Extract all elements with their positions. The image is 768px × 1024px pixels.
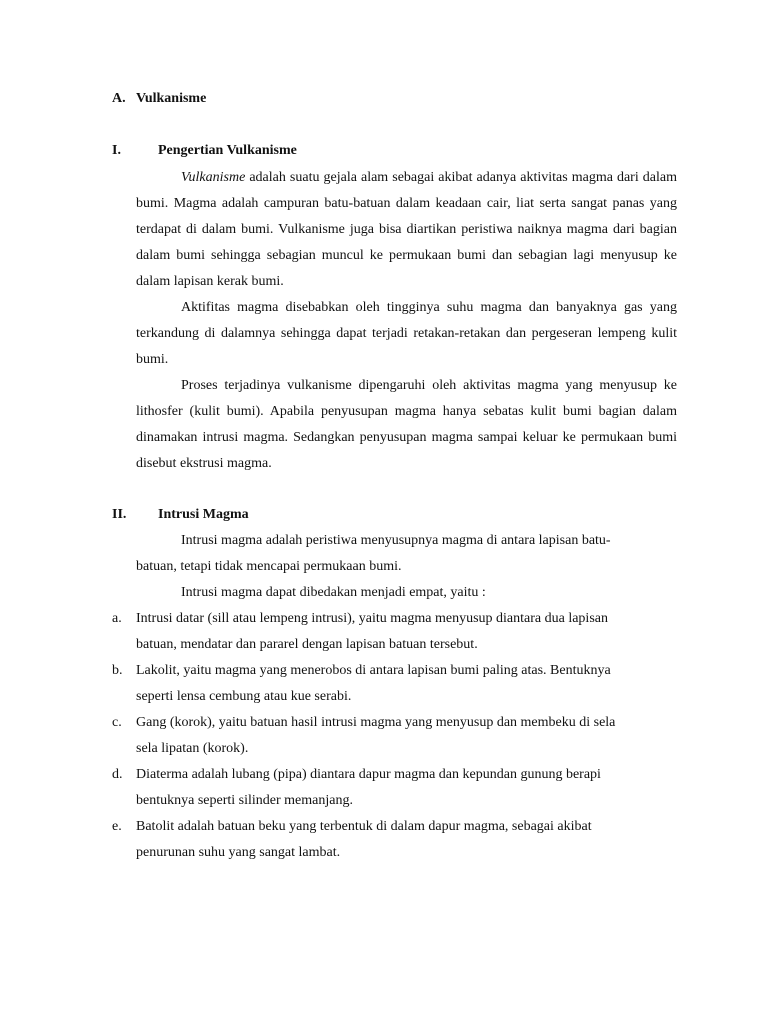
section1-paragraph-1 bbox=[136, 165, 677, 295]
section1-title: Pengertian Vulkanisme bbox=[158, 143, 297, 158]
list-item-marker: e. bbox=[112, 819, 122, 834]
section1-body bbox=[136, 165, 677, 477]
list-item-line-1: Intrusi datar (sill atau lempeng intrusi), yaitu magma menyusup diantara dua lapisan bbox=[136, 611, 608, 626]
section2-paragraph-1-line-1: Intrusi magma adalah peristiwa menyusupnya magma di antara lapisan batu- bbox=[181, 533, 611, 548]
section2-paragraph-2: Intrusi magma dapat dibedakan menjadi empat, yaitu : bbox=[181, 585, 486, 600]
section1-paragraph-3: Proses terjadinya vulkanisme dipengaruhi oleh aktivitas magma yang menyusup ke lithosfer (kulit bumi). Apabila penyusupan magma hanya sebatas kulit bumi bagian dalam dinamakan intrusi magma. Sedangkan penyusupan magma sampai keluar ke permukaan bumi disebut ekstrusi magma. bbox=[136, 378, 677, 471]
heading-a-marker: A. bbox=[112, 91, 126, 106]
list-item-line-2: penurunan suhu yang sangat lambat. bbox=[136, 845, 341, 860]
list-item-line-2: batuan, mendatar dan pararel dengan lapisan batuan tersebut. bbox=[136, 637, 478, 652]
vulkanisme-term: Vulkanisme bbox=[181, 170, 246, 185]
list-item-line-1: Gang (korok), yaitu batuan hasil intrusi magma yang menyusup dan membeku di sela bbox=[136, 715, 616, 730]
list-item-line-1: Lakolit, yaitu magma yang menerobos di antara lapisan bumi paling atas. Bentuknya bbox=[136, 663, 611, 678]
section1-paragraph-1-text: adalah suatu gejala alam sebagai akibat adanya aktivitas magma dari dalam bumi. Magma adalah campuran batu-batuan dalam keadaan cair, liat serta sangat panas yang terdapat di dalam bumi. Vulkanisme juga bisa diartikan peristiwa naiknya magma dari bagian dalam bumi sehingga sebagian muncul ke permukaan bumi dan sebagian lagi menyusup ke dalam lapisan kerak bumi. bbox=[136, 170, 677, 289]
list-item-line-2: bentuknya seperti silinder memanjang. bbox=[136, 793, 353, 808]
list-item-line-2: sela lipatan (korok). bbox=[136, 741, 249, 756]
section2-numeral: II. bbox=[112, 507, 127, 522]
section2-title: Intrusi Magma bbox=[158, 507, 249, 522]
list-item-line-2: seperti lensa cembung atau kue serabi. bbox=[136, 689, 352, 704]
section1-numeral: I. bbox=[112, 143, 121, 158]
heading-a-title: Vulkanisme bbox=[136, 91, 207, 106]
list-item-marker: d. bbox=[112, 767, 123, 782]
list-item-marker: a. bbox=[112, 611, 122, 626]
section2-paragraph-1-line-2: batuan, tetapi tidak mencapai permukaan bumi. bbox=[136, 559, 402, 574]
list-item-marker: b. bbox=[112, 663, 123, 678]
section1-paragraph-2: Aktifitas magma disebabkan oleh tingginya suhu magma dan banyaknya gas yang terkandung di dalamnya sehingga dapat terjadi retakan-retakan dan pergeseran lempeng kulit bumi. bbox=[136, 300, 677, 367]
list-item-line-1: Batolit adalah batuan beku yang terbentuk di dalam dapur magma, sebagai akibat bbox=[136, 819, 592, 834]
list-item-line-1: Diaterma adalah lubang (pipa) diantara dapur magma dan kepundan gunung berapi bbox=[136, 767, 601, 782]
list-item-marker: c. bbox=[112, 715, 122, 730]
